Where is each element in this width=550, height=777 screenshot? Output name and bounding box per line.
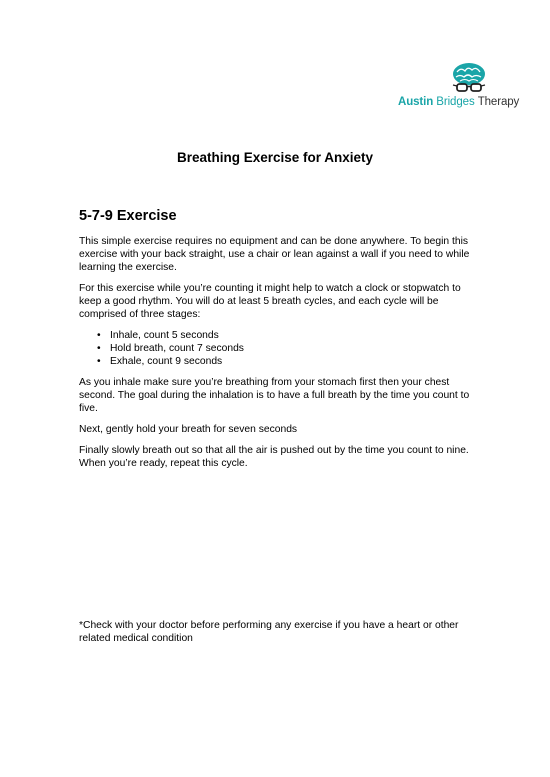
- brand-word-1: Austin: [398, 96, 434, 108]
- brand-word-3: Therapy: [477, 96, 520, 108]
- medical-disclaimer: *Check with your doctor before performing any exercise if you have a heart or other related medical condition: [79, 620, 459, 644]
- brand-logo: [398, 62, 538, 114]
- section-body: [79, 235, 479, 478]
- paragraph-exhale: Finally slowly breath out so that all the air is pushed out by the time you count to nine. When you’re ready, repeat this cycle.: [79, 445, 469, 469]
- paragraph-rhythm: For this exercise while you’re counting it might help to watch a clock or stopwatch to keep a good rhythm. You will do at least 5 breath cycles, and each cycle will be comprised of three stages:: [79, 283, 461, 320]
- brain-glasses-logo-icon: [448, 62, 490, 94]
- list-item: • Hold breath, count 7 seconds: [110, 342, 479, 355]
- brand-name: [398, 96, 538, 108]
- brand-word-2: Bridges: [436, 96, 475, 108]
- stage-list: [79, 329, 479, 368]
- paragraph-hold: Next, gently hold your breath for seven seconds: [79, 424, 298, 435]
- paragraph-inhale: As you inhale make sure you’re breathing from your stomach first then your chest second. The goal during the inhalation is to have a full breath by the time you count to five.: [79, 377, 470, 414]
- list-item: • Inhale, count 5 seconds: [110, 329, 479, 342]
- section-heading: 5-7-9 Exercise: [79, 208, 177, 224]
- document-title: Breathing Exercise for Anxiety: [176, 150, 374, 165]
- paragraph-intro: This simple exercise requires no equipment and can be done anywhere. To begin this exercise with your back straight, use a chair or lean against a wall if you need to while learning the exercise.: [79, 236, 470, 273]
- list-item: • Exhale, count 9 seconds: [110, 355, 479, 368]
